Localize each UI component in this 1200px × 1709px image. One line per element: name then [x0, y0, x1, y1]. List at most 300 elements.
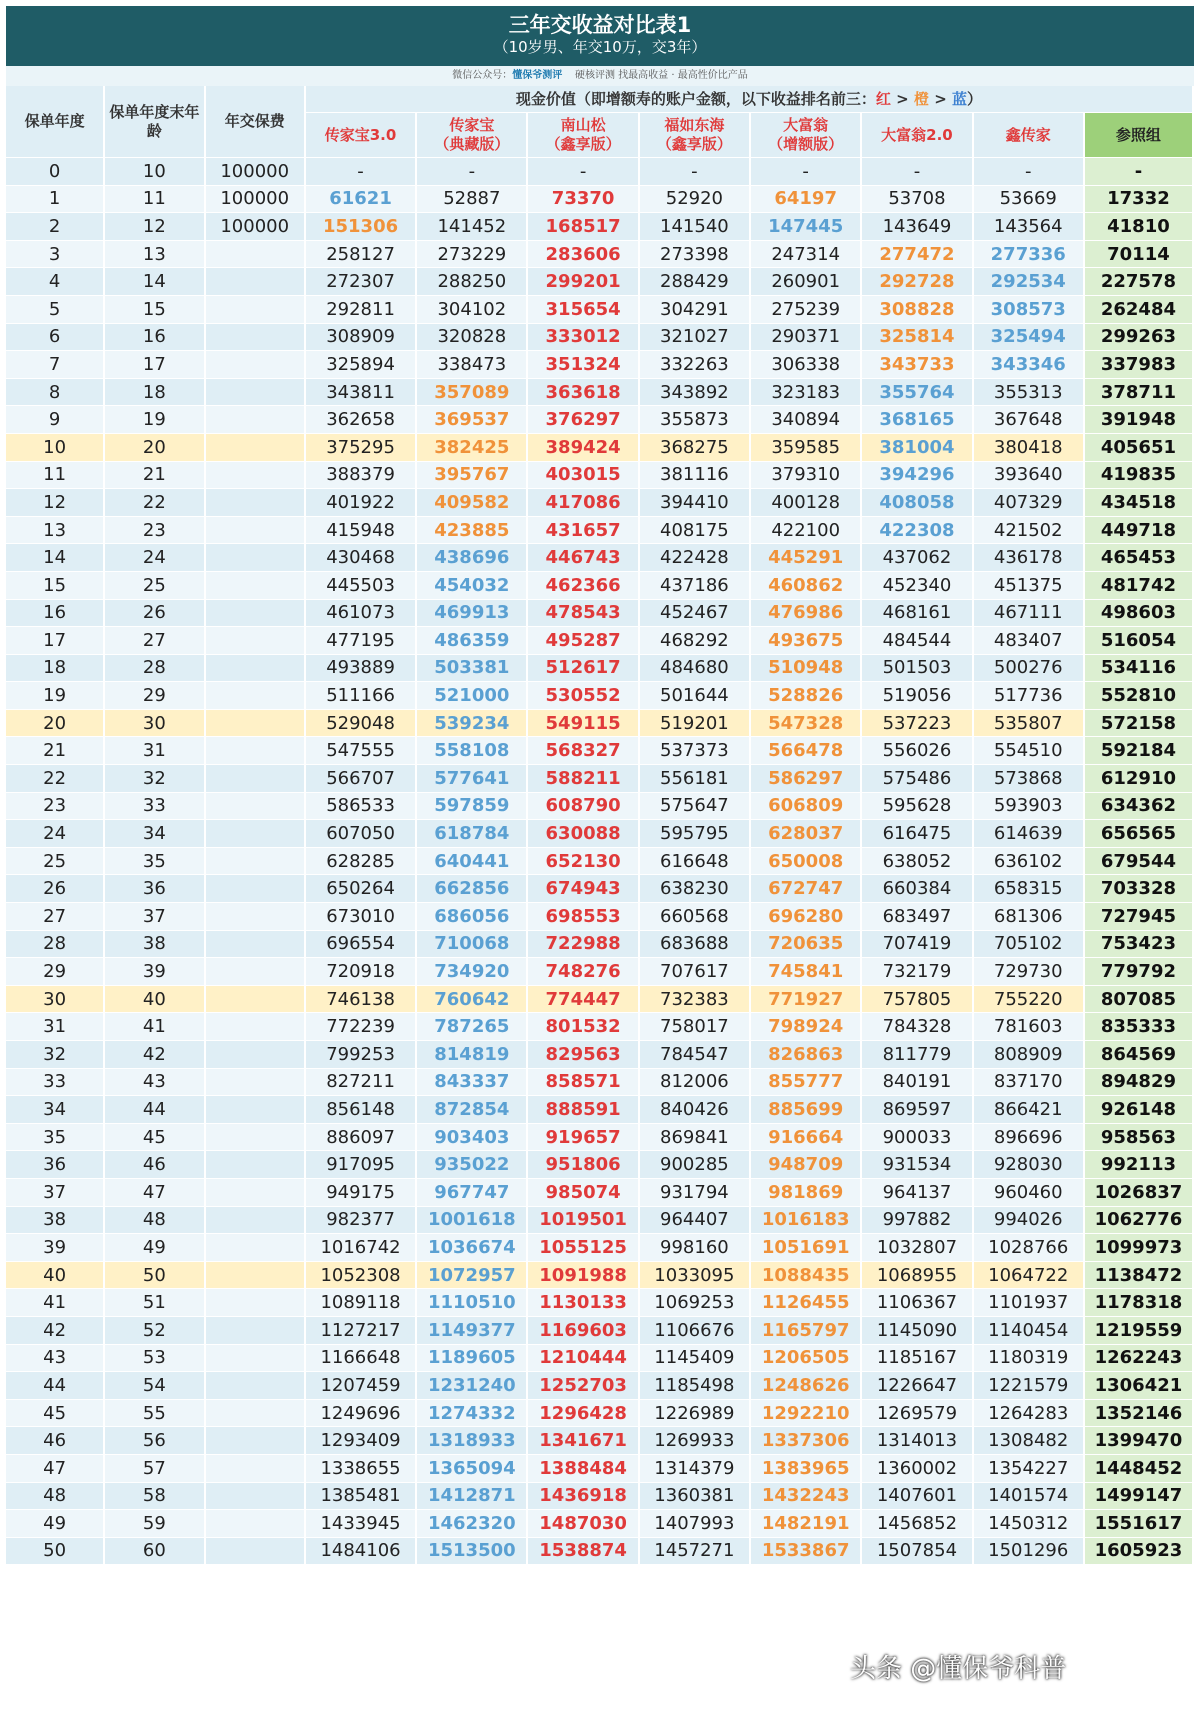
policy-year-cell: 33 — [6, 1068, 104, 1096]
value-cell: 960460 — [973, 1178, 1084, 1206]
value-cell: 484544 — [861, 627, 972, 655]
value-cell: 612910 — [1084, 765, 1193, 793]
table-row — [6, 792, 1193, 820]
value-cell: 1433945 — [305, 1510, 416, 1538]
value-cell: 315654 — [527, 295, 638, 323]
age-cell: 52 — [104, 1316, 204, 1344]
value-cell: 634362 — [1084, 792, 1193, 820]
age-cell: 27 — [104, 627, 204, 655]
value-cell: 292534 — [973, 268, 1084, 296]
value-cell: 1360381 — [639, 1482, 750, 1510]
age-cell: 16 — [104, 323, 204, 351]
value-cell: 1126455 — [750, 1289, 861, 1317]
value-cell: 558108 — [416, 737, 527, 765]
value-cell: 1166648 — [305, 1344, 416, 1372]
value-cell: 516054 — [1084, 627, 1193, 655]
value-cell: 856148 — [305, 1096, 416, 1124]
value-cell: 900285 — [639, 1151, 750, 1179]
value-cell: 652130 — [527, 847, 638, 875]
value-cell: 1189605 — [416, 1344, 527, 1372]
product-name: 鑫传家 — [1005, 125, 1051, 144]
value-cell: 916664 — [750, 1123, 861, 1151]
value-cell: 568327 — [527, 737, 638, 765]
premium-cell — [205, 627, 305, 655]
policy-year-cell: 26 — [6, 875, 104, 903]
value-cell: 673010 — [305, 903, 416, 931]
value-cell: 484680 — [639, 654, 750, 682]
value-cell: 1296428 — [527, 1399, 638, 1427]
table-row — [6, 1206, 1193, 1234]
value-cell: 451375 — [973, 571, 1084, 599]
policy-year-cell: 30 — [6, 985, 104, 1013]
value-cell: 500276 — [973, 654, 1084, 682]
value-cell: 552810 — [1084, 682, 1193, 710]
value-cell: 900033 — [861, 1123, 972, 1151]
value-cell: 964407 — [639, 1206, 750, 1234]
age-cell: 47 — [104, 1178, 204, 1206]
value-cell: 288250 — [416, 268, 527, 296]
table-row — [6, 378, 1193, 406]
value-cell: 608790 — [527, 792, 638, 820]
policy-year-cell: 34 — [6, 1096, 104, 1124]
value-cell: 325894 — [305, 351, 416, 379]
age-cell: 37 — [104, 903, 204, 931]
value-cell: 1462320 — [416, 1510, 527, 1538]
table-row — [6, 985, 1193, 1013]
value-cell: 355873 — [639, 406, 750, 434]
value-cell: 869841 — [639, 1123, 750, 1151]
product-name: 福如东海 — [664, 116, 725, 134]
age-cell: 35 — [104, 847, 204, 875]
value-cell: 1385481 — [305, 1482, 416, 1510]
premium-cell — [205, 1372, 305, 1400]
value-cell: 1140454 — [973, 1316, 1084, 1344]
value-cell: 52920 — [639, 185, 750, 213]
value-cell: 729730 — [973, 958, 1084, 986]
age-cell: 26 — [104, 599, 204, 627]
value-cell: 519056 — [861, 682, 972, 710]
value-cell: 784328 — [861, 1013, 972, 1041]
age-cell: 36 — [104, 875, 204, 903]
age-cell: 10 — [104, 158, 204, 186]
value-cell: 53708 — [861, 185, 972, 213]
value-cell: 656565 — [1084, 820, 1193, 848]
value-cell: 343811 — [305, 378, 416, 406]
cash-value-header — [305, 86, 1193, 113]
value-cell: 517736 — [973, 682, 1084, 710]
value-cell: 755220 — [973, 985, 1084, 1013]
value-cell: 468161 — [861, 599, 972, 627]
premium-cell — [205, 1234, 305, 1262]
premium-cell: 100000 — [205, 213, 305, 241]
value-cell: 1130133 — [527, 1289, 638, 1317]
table-row — [6, 1372, 1193, 1400]
value-cell: 1482191 — [750, 1510, 861, 1538]
value-cell: 389424 — [527, 433, 638, 461]
value-cell: 808909 — [973, 1041, 1084, 1069]
value-cell: 572158 — [1084, 709, 1193, 737]
value-cell: 1064722 — [973, 1261, 1084, 1289]
policy-year-cell: 31 — [6, 1013, 104, 1041]
value-cell: 1069253 — [639, 1289, 750, 1317]
value-cell: 720635 — [750, 930, 861, 958]
premium-cell — [205, 847, 305, 875]
value-cell: 535807 — [973, 709, 1084, 737]
value-cell: 272307 — [305, 268, 416, 296]
value-cell: 277472 — [861, 240, 972, 268]
table-row — [6, 1234, 1193, 1262]
age-cell: 44 — [104, 1096, 204, 1124]
premium-cell — [205, 1013, 305, 1041]
value-cell: 1308482 — [973, 1427, 1084, 1455]
value-cell: 415948 — [305, 516, 416, 544]
age-cell: 49 — [104, 1234, 204, 1262]
value-cell: 829563 — [527, 1041, 638, 1069]
value-cell: 885699 — [750, 1096, 861, 1124]
value-cell: 1001618 — [416, 1206, 527, 1234]
value-cell: 519201 — [639, 709, 750, 737]
value-cell: 650008 — [750, 847, 861, 875]
value-cell: 573868 — [973, 765, 1084, 793]
value-cell: 275239 — [750, 295, 861, 323]
value-cell: 321027 — [639, 323, 750, 351]
value-cell: 826863 — [750, 1041, 861, 1069]
value-cell: 407329 — [973, 489, 1084, 517]
rank-sep-2: > — [928, 89, 952, 108]
policy-year-cell: 45 — [6, 1399, 104, 1427]
premium-cell — [205, 1178, 305, 1206]
product-name: 南山松 — [560, 116, 606, 134]
premium-cell — [205, 930, 305, 958]
value-cell: 638052 — [861, 847, 972, 875]
table-row — [6, 1261, 1193, 1289]
value-cell: 707617 — [639, 958, 750, 986]
value-cell: 985074 — [527, 1178, 638, 1206]
value-cell: 556181 — [639, 765, 750, 793]
value-cell: 337983 — [1084, 351, 1193, 379]
value-cell: 949175 — [305, 1178, 416, 1206]
value-cell: 478543 — [527, 599, 638, 627]
value-cell: 1318933 — [416, 1427, 527, 1455]
value-cell: 628285 — [305, 847, 416, 875]
value-cell: 1055125 — [527, 1234, 638, 1262]
value-cell: 926148 — [1084, 1096, 1193, 1124]
value-cell: 323183 — [750, 378, 861, 406]
value-cell: 299263 — [1084, 323, 1193, 351]
policy-year-cell: 38 — [6, 1206, 104, 1234]
value-cell: 807085 — [1084, 985, 1193, 1013]
value-cell: 454032 — [416, 571, 527, 599]
value-cell: 1072957 — [416, 1261, 527, 1289]
value-cell: 333012 — [527, 323, 638, 351]
policy-year-cell: 41 — [6, 1289, 104, 1317]
value-cell: 1360002 — [861, 1454, 972, 1482]
value-cell: 408175 — [639, 516, 750, 544]
age-cell: 43 — [104, 1068, 204, 1096]
value-cell: 395767 — [416, 461, 527, 489]
table-row — [6, 599, 1193, 627]
premium-cell: 100000 — [205, 158, 305, 186]
rank-blue-label: 蓝 — [951, 89, 967, 108]
value-cell: 696554 — [305, 930, 416, 958]
value-cell: 277336 — [973, 240, 1084, 268]
table-row — [6, 1178, 1193, 1206]
value-cell: 61621 — [305, 185, 416, 213]
credit-brand: 懂保爷测评 — [512, 70, 563, 81]
policy-year-cell: 22 — [6, 765, 104, 793]
value-cell: 595628 — [861, 792, 972, 820]
value-cell: 549115 — [527, 709, 638, 737]
product-header-7 — [1084, 113, 1193, 158]
value-cell: - — [527, 158, 638, 186]
policy-year-cell: 44 — [6, 1372, 104, 1400]
age-cell: 29 — [104, 682, 204, 710]
table-row — [6, 1537, 1193, 1565]
value-cell: 41810 — [1084, 213, 1193, 241]
value-cell: 1269933 — [639, 1427, 750, 1455]
value-cell: 262484 — [1084, 295, 1193, 323]
value-cell: 368165 — [861, 406, 972, 434]
table-row — [6, 737, 1193, 765]
value-cell: 1185498 — [639, 1372, 750, 1400]
age-cell: 19 — [104, 406, 204, 434]
table-row — [6, 1041, 1193, 1069]
value-cell: 141540 — [639, 213, 750, 241]
value-cell: 1407601 — [861, 1482, 972, 1510]
value-cell: 686056 — [416, 903, 527, 931]
page-title: 三年交收益对比表1 — [508, 13, 692, 37]
value-cell: 696280 — [750, 903, 861, 931]
value-cell: 779792 — [1084, 958, 1193, 986]
product-edition: （鑫享版） — [545, 135, 621, 153]
value-cell: 753423 — [1084, 930, 1193, 958]
value-cell: 290371 — [750, 323, 861, 351]
value-cell: 400128 — [750, 489, 861, 517]
table-row — [6, 1454, 1193, 1482]
value-cell: 1138472 — [1084, 1261, 1193, 1289]
value-cell: 554510 — [973, 737, 1084, 765]
value-cell: 958563 — [1084, 1123, 1193, 1151]
table-row — [6, 489, 1193, 517]
value-cell: 1145090 — [861, 1316, 972, 1344]
age-cell: 20 — [104, 433, 204, 461]
value-cell: 534116 — [1084, 654, 1193, 682]
value-cell: 1269579 — [861, 1399, 972, 1427]
value-cell: 260901 — [750, 268, 861, 296]
value-cell: 1388484 — [527, 1454, 638, 1482]
value-cell: 614639 — [973, 820, 1084, 848]
policy-year-cell: 24 — [6, 820, 104, 848]
value-cell: 658315 — [973, 875, 1084, 903]
policy-year-cell: 16 — [6, 599, 104, 627]
value-cell: 858571 — [527, 1068, 638, 1096]
value-cell: 855777 — [750, 1068, 861, 1096]
value-cell: 292811 — [305, 295, 416, 323]
value-cell: 1337306 — [750, 1427, 861, 1455]
product-header-5 — [861, 113, 972, 158]
value-cell: 151306 — [305, 213, 416, 241]
table-row — [6, 903, 1193, 931]
value-cell: 452340 — [861, 571, 972, 599]
value-cell: 461073 — [305, 599, 416, 627]
premium-cell — [205, 1427, 305, 1455]
value-cell: 52887 — [416, 185, 527, 213]
value-cell: 784547 — [639, 1041, 750, 1069]
age-cell: 13 — [104, 240, 204, 268]
policy-year-cell: 12 — [6, 489, 104, 517]
value-cell: 141452 — [416, 213, 527, 241]
value-cell: 681306 — [973, 903, 1084, 931]
product-header-6 — [973, 113, 1084, 158]
policy-year-cell: 49 — [6, 1510, 104, 1538]
premium-cell — [205, 1316, 305, 1344]
value-cell: 17332 — [1084, 185, 1193, 213]
premium-cell — [205, 985, 305, 1013]
policy-year-cell: 37 — [6, 1178, 104, 1206]
value-cell: 388379 — [305, 461, 416, 489]
value-cell: 1036674 — [416, 1234, 527, 1262]
value-cell: 1106676 — [639, 1316, 750, 1344]
value-cell: 683688 — [639, 930, 750, 958]
value-cell: 1149377 — [416, 1316, 527, 1344]
value-cell: 1016183 — [750, 1206, 861, 1234]
value-cell: 727945 — [1084, 903, 1193, 931]
value-cell: 1341671 — [527, 1427, 638, 1455]
value-cell: 423885 — [416, 516, 527, 544]
premium-cell — [205, 571, 305, 599]
value-cell: 308909 — [305, 323, 416, 351]
policy-year-cell: 11 — [6, 461, 104, 489]
value-cell: 703328 — [1084, 875, 1193, 903]
table-row — [6, 654, 1193, 682]
value-cell: 814819 — [416, 1041, 527, 1069]
premium-cell — [205, 240, 305, 268]
premium-cell — [205, 1123, 305, 1151]
value-cell: 409582 — [416, 489, 527, 517]
value-cell: 378711 — [1084, 378, 1193, 406]
value-cell: 1538874 — [527, 1537, 638, 1565]
table-row — [6, 1427, 1193, 1455]
value-cell: 1293409 — [305, 1427, 416, 1455]
premium-cell — [205, 1206, 305, 1234]
value-cell: 710068 — [416, 930, 527, 958]
value-cell: 64197 — [750, 185, 861, 213]
value-cell: 1221579 — [973, 1372, 1084, 1400]
value-cell: 445503 — [305, 571, 416, 599]
age-cell: 23 — [104, 516, 204, 544]
value-cell: 1252703 — [527, 1372, 638, 1400]
age-cell: 38 — [104, 930, 204, 958]
value-cell: 787265 — [416, 1013, 527, 1041]
policy-year-cell: 23 — [6, 792, 104, 820]
age-cell: 60 — [104, 1537, 204, 1565]
premium-cell — [205, 1261, 305, 1289]
value-cell: 227578 — [1084, 268, 1193, 296]
value-cell: 476986 — [750, 599, 861, 627]
value-cell: 1501296 — [973, 1537, 1084, 1565]
age-cell: 41 — [104, 1013, 204, 1041]
value-cell: 1106367 — [861, 1289, 972, 1317]
value-cell: 1338655 — [305, 1454, 416, 1482]
age-cell: 34 — [104, 820, 204, 848]
value-cell: 840426 — [639, 1096, 750, 1124]
value-cell: 343346 — [973, 351, 1084, 379]
premium-cell — [205, 1344, 305, 1372]
product-name: 传家宝3.0 — [324, 125, 397, 144]
age-cell: 12 — [104, 213, 204, 241]
value-cell: 481742 — [1084, 571, 1193, 599]
value-cell: 1099973 — [1084, 1234, 1193, 1262]
policy-year-cell: 35 — [6, 1123, 104, 1151]
value-cell: 919657 — [527, 1123, 638, 1151]
policy-year-cell: 7 — [6, 351, 104, 379]
value-cell: 247314 — [750, 240, 861, 268]
value-cell: 1432243 — [750, 1482, 861, 1510]
value-cell: 1088435 — [750, 1261, 861, 1289]
table-row — [6, 1344, 1193, 1372]
premium-cell — [205, 351, 305, 379]
age-cell: 54 — [104, 1372, 204, 1400]
table-row — [6, 185, 1193, 213]
product-name: 大富翁 — [783, 116, 829, 134]
value-cell: 1180319 — [973, 1344, 1084, 1372]
value-cell: 537223 — [861, 709, 972, 737]
table-row — [6, 930, 1193, 958]
value-cell: 837170 — [973, 1068, 1084, 1096]
value-cell: 521000 — [416, 682, 527, 710]
premium-cell — [205, 1537, 305, 1565]
policy-year-cell: 10 — [6, 433, 104, 461]
value-cell: 566478 — [750, 737, 861, 765]
value-cell: 592184 — [1084, 737, 1193, 765]
value-cell: 616475 — [861, 820, 972, 848]
value-cell: 381004 — [861, 433, 972, 461]
value-cell: 1274332 — [416, 1399, 527, 1427]
policy-year-cell: 1 — [6, 185, 104, 213]
premium-cell — [205, 1454, 305, 1482]
table-row — [6, 433, 1193, 461]
value-cell: 672747 — [750, 875, 861, 903]
product-name: 参照组 — [1115, 125, 1161, 144]
value-cell: 467111 — [973, 599, 1084, 627]
value-cell: 1026837 — [1084, 1178, 1193, 1206]
value-cell: 495287 — [527, 627, 638, 655]
table-row — [6, 544, 1193, 572]
value-cell: 1412871 — [416, 1482, 527, 1510]
value-cell: 511166 — [305, 682, 416, 710]
age-cell: 59 — [104, 1510, 204, 1538]
value-cell: 308828 — [861, 295, 972, 323]
policy-year-cell: 2 — [6, 213, 104, 241]
value-cell: 575647 — [639, 792, 750, 820]
policy-year-cell: 48 — [6, 1482, 104, 1510]
value-cell: 401922 — [305, 489, 416, 517]
col-header-policy-year: 保单年度 — [6, 86, 104, 158]
value-cell: 147445 — [750, 213, 861, 241]
value-cell: 774447 — [527, 985, 638, 1013]
premium-cell — [205, 654, 305, 682]
table-row — [6, 765, 1193, 793]
premium-cell — [205, 516, 305, 544]
age-cell: 31 — [104, 737, 204, 765]
value-cell: 394410 — [639, 489, 750, 517]
table-row — [6, 295, 1193, 323]
premium-cell — [205, 875, 305, 903]
policy-year-cell: 19 — [6, 682, 104, 710]
policy-year-cell: 8 — [6, 378, 104, 406]
policy-year-cell: 20 — [6, 709, 104, 737]
value-cell: 421502 — [973, 516, 1084, 544]
